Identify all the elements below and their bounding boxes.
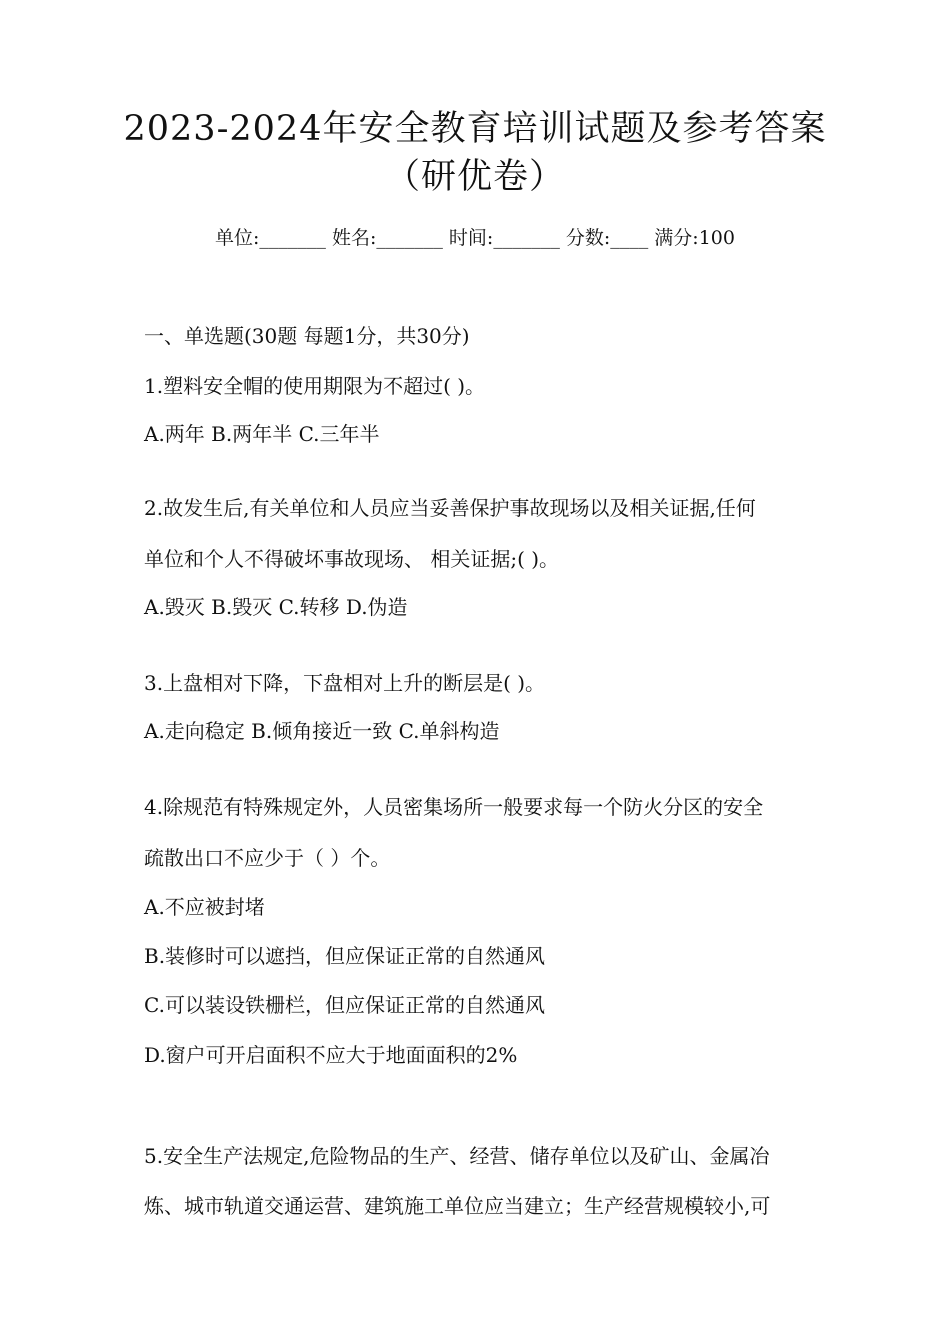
question-3-options-line-1: A.走向稳定 B.倾角接近一致 C.单斜构造 <box>144 719 500 743</box>
question-4-option-c: C.可以装设铁栅栏，但应保证正常的自然通风 <box>144 993 545 1017</box>
question-4-option-d: D.窗户可开启面积不应大于地面面积的2% <box>144 1043 518 1067</box>
question-2-stem-line-2: 单位和个人不得破坏事故现场、 相关证据;( )。 <box>144 547 560 571</box>
question-1-stem-line-1: 1.塑料安全帽的使用期限为不超过( )。 <box>144 374 486 398</box>
question-4-option-b: B.装修时可以遮挡，但应保证正常的自然通风 <box>144 944 546 968</box>
question-5-stem-line-2: 炼、城市轨道交通运营、建筑施工单位应当建立；生产经营规模较小,可 <box>144 1194 771 1218</box>
question-4-stem-line-1: 4.除规范有特殊规定外，人员密集场所一般要求每一个防火分区的安全 <box>144 795 764 819</box>
document-title-line-1: 2023-2024年安全教育培训试题及参考答案 <box>123 109 827 149</box>
question-4-option-a: A.不应被封堵 <box>144 895 265 919</box>
question-3-stem-line-1: 3.上盘相对下降，下盘相对上升的断层是( )。 <box>144 671 546 695</box>
exam-info-line: 单位:_______ 姓名:_______ 时间:_______ 分数:____ 满分:100 <box>215 227 735 249</box>
section-heading: 一、单选题(30题 每题1分，共30分) <box>144 324 470 348</box>
document-title-line-2: （研优卷） <box>384 157 565 197</box>
question-2-options-line-1: A.毁灭 B.毁灭 C.转移 D.伪造 <box>144 595 408 619</box>
question-2-stem-line-1: 2.故发生后,有关单位和人员应当妥善保护事故现场以及相关证据,任何 <box>144 496 756 520</box>
question-5-stem-line-1: 5.安全生产法规定,危险物品的生产、经营、储存单位以及矿山、金属冶 <box>144 1144 770 1168</box>
question-1-options-line-1: A.两年 B.两年半 C.三年半 <box>144 422 380 446</box>
question-4-stem-line-2: 疏散出口不应少于（ ）个。 <box>144 846 391 870</box>
